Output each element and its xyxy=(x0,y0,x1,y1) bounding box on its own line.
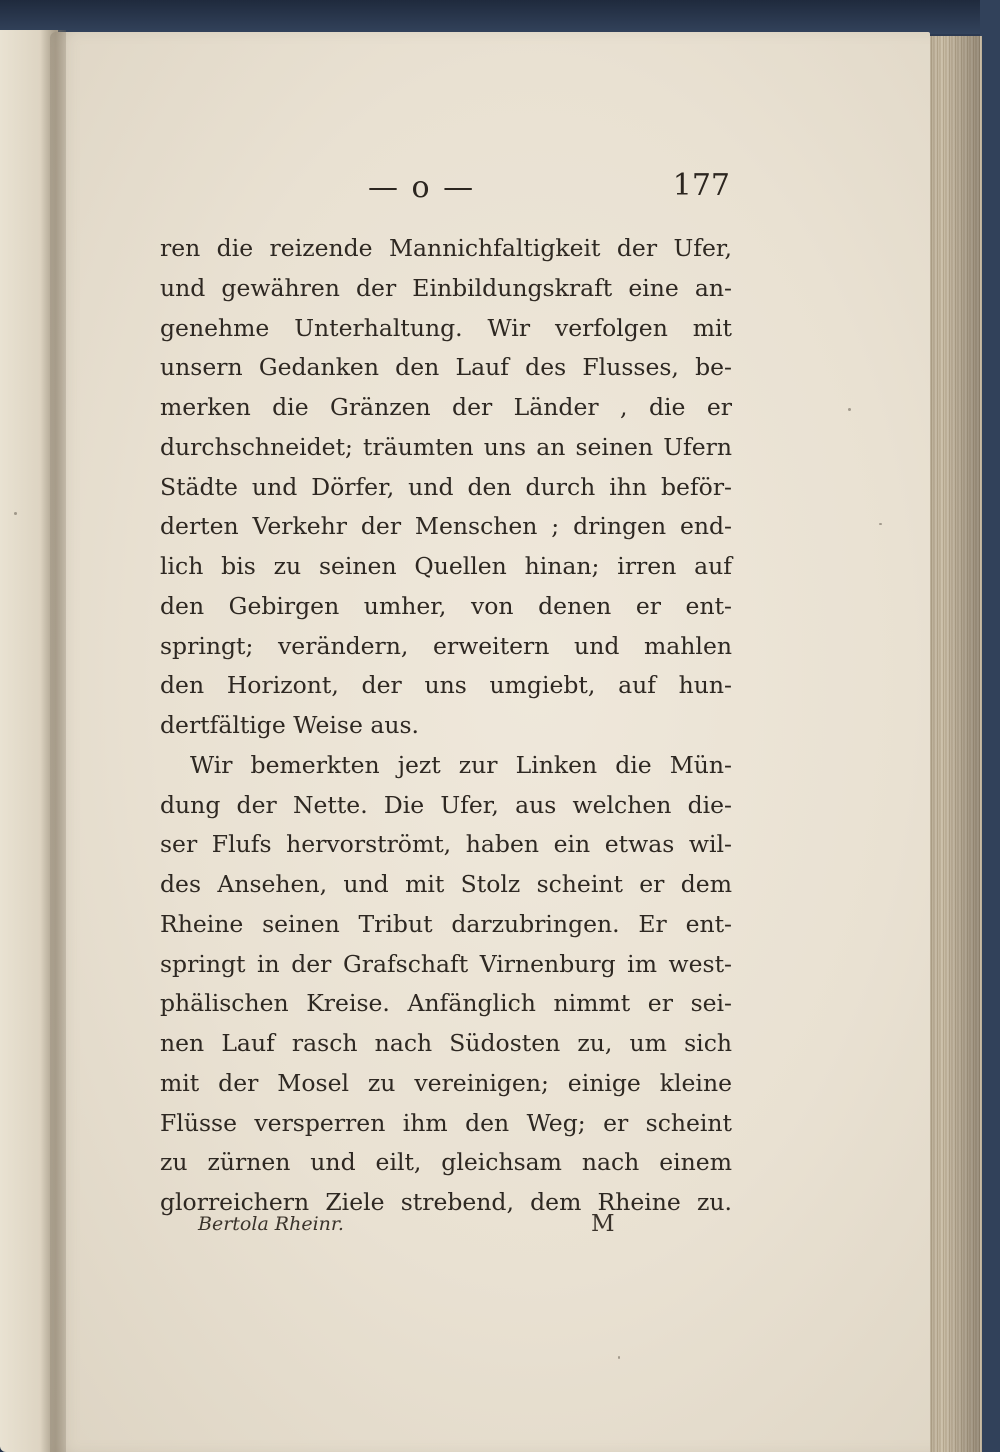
text-line: durchschneidet; träumten uns an seinen Ufern xyxy=(160,432,732,461)
text-line: und gewähren der Einbildungskraft eine an- xyxy=(160,273,732,302)
text-line: des Ansehen, und mit Stolz scheint er dem xyxy=(160,870,732,898)
text-line: genehme Unterhaltung. Wir verfolgen mit xyxy=(160,313,732,342)
text-line: zu zürnen und eilt, gleichsam nach einem xyxy=(160,1148,732,1177)
text-line: lich bis zu seinen Quellen hinan; irren auf xyxy=(160,552,732,580)
paper-speck xyxy=(618,1356,620,1359)
book-cover-top xyxy=(0,0,1000,34)
book-cover-right xyxy=(980,0,1000,1452)
text-line: merken die Gränzen der Länder , die er xyxy=(160,393,732,421)
text-line: Rheine seinen Tribut darzubringen. Er ent- xyxy=(160,909,732,938)
paper-speck xyxy=(14,512,17,515)
text-line: den Gebirgen umher, von denen er ent- xyxy=(160,591,732,620)
text-line: Städte und Dörfer, und den durch ihn beför- xyxy=(160,472,732,501)
text-line: springt in der Grafschaft Virnenburg im west- xyxy=(160,949,732,978)
text-line: phälischen Kreise. Anfänglich nimmt er sei- xyxy=(160,989,732,1018)
page-footer xyxy=(198,1211,618,1247)
signature-line: Bertola Rheinr. xyxy=(198,1213,344,1235)
text-line: glorreichern Ziele strebend, dem Rheine zu. xyxy=(160,1188,732,1216)
text-line: Wir bemerkten jezt zur Linken die Mün- xyxy=(190,750,732,779)
page-number: 177 xyxy=(672,168,730,203)
text-line: dertfältige Weise aus. xyxy=(160,711,420,739)
text-line: derten Verkehr der Menschen ; dringen end- xyxy=(160,512,732,541)
page-header xyxy=(160,166,730,206)
signature-mark: M xyxy=(591,1211,615,1237)
header-ornament: — o — xyxy=(368,170,476,205)
text-line: Flüsse versperren ihm den Weg; er scheint xyxy=(160,1108,732,1137)
text-line: unsern Gedanken den Lauf des Flusses, be- xyxy=(160,353,732,382)
text-line: nen Lauf rasch nach Südosten zu, um sich xyxy=(160,1029,732,1057)
text-line: ren die reizende Mannichfaltigkeit der Ufer, xyxy=(160,234,732,262)
text-line: mit der Mosel zu vereinigen; einige kleine xyxy=(160,1068,732,1097)
paper-speck xyxy=(879,523,882,525)
page-body xyxy=(160,229,732,1223)
text-line: ser Flufs hervorströmt, haben ein etwas wil- xyxy=(160,830,732,859)
text-line: springt; verändern, erweitern und mahlen xyxy=(160,631,732,660)
book-gutter xyxy=(40,30,66,1452)
text-line: den Horizont, der uns umgiebt, auf hun- xyxy=(160,671,732,700)
text-line: dung der Nette. Die Ufer, aus welchen die- xyxy=(160,790,732,819)
paper-speck xyxy=(848,408,851,411)
